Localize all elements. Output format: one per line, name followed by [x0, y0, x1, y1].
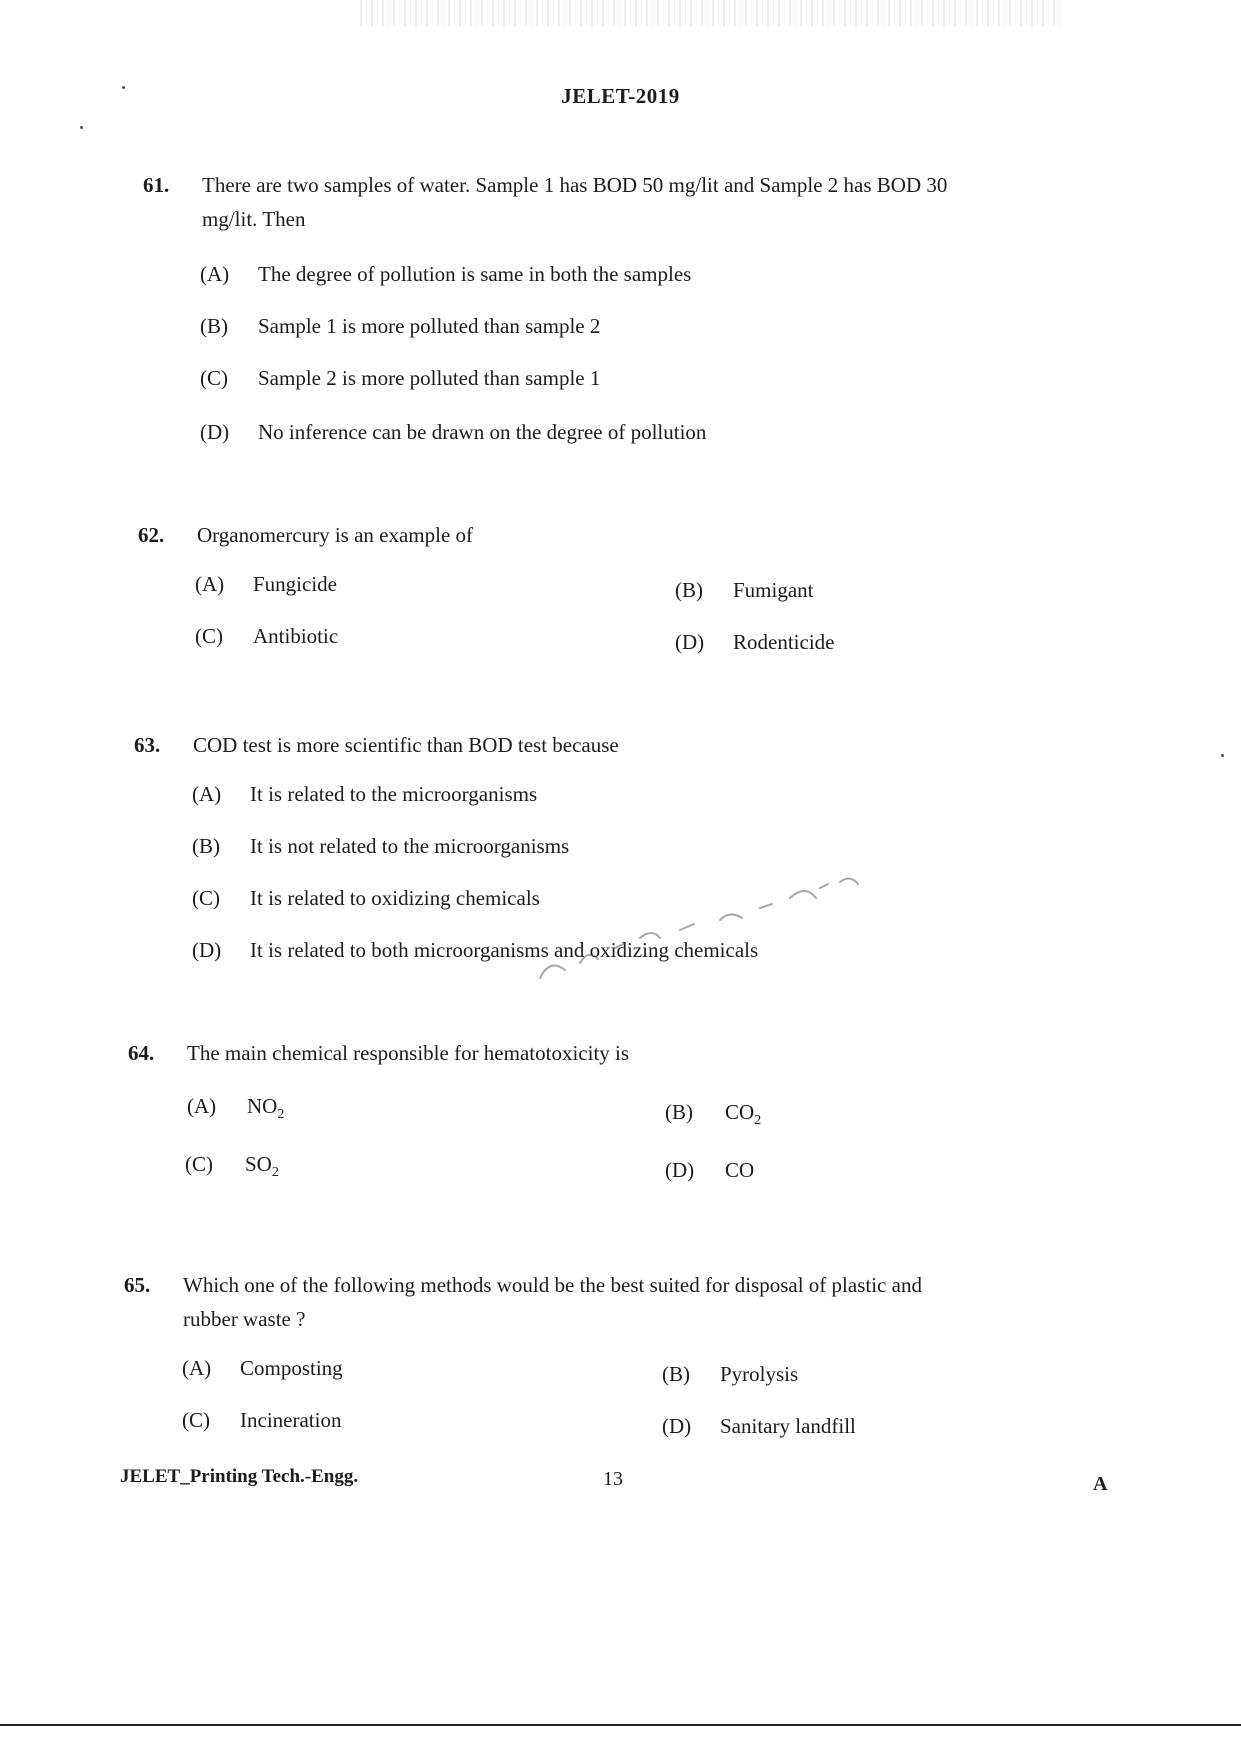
option-63-a[interactable] [192, 782, 537, 807]
option-62-b[interactable] [675, 578, 814, 603]
option-label: (B) [665, 1100, 693, 1124]
option-61-d[interactable] [200, 420, 706, 445]
option-64-c[interactable] [185, 1152, 279, 1181]
option-63-c[interactable] [192, 886, 540, 911]
option-62-c[interactable] [195, 624, 338, 649]
question-63 [134, 728, 1114, 764]
option-label: (C) [192, 886, 220, 910]
scan-noise-strip [360, 0, 1060, 26]
option-text: Composting [240, 1356, 343, 1380]
option-text: It is not related to the microorganisms [250, 834, 570, 858]
page-title: JELET-2019 [561, 84, 680, 108]
option-text: Pyrolysis [720, 1362, 799, 1386]
option-61-b[interactable] [200, 314, 600, 339]
option-65-c[interactable] [182, 1408, 341, 1433]
formula-base: NO [247, 1094, 278, 1118]
option-label: (D) [665, 1158, 695, 1182]
question-text: Organomercury is an example of [197, 523, 474, 547]
option-label: (C) [182, 1408, 210, 1432]
option-label: (A) [192, 782, 222, 806]
option-65-d[interactable] [662, 1414, 856, 1439]
option-64-a[interactable] [187, 1094, 284, 1123]
scan-speck [80, 126, 83, 129]
question-text-line: Which one of the following methods would be the best suited for disposal of plastic and [183, 1273, 922, 1297]
formula-subscript: 2 [271, 1165, 279, 1181]
question-61 [143, 168, 1123, 238]
footer-page-number: 13 [603, 1468, 623, 1490]
option-text: Antibiotic [253, 624, 339, 648]
option-62-d[interactable] [675, 630, 834, 655]
option-label: (C) [185, 1152, 213, 1176]
option-text: Fungicide [253, 572, 337, 596]
question-text-line: mg/lit. Then [202, 207, 306, 231]
option-text: Fumigant [733, 578, 814, 602]
option-text: No inference can be drawn on the degree of pollution [258, 420, 707, 444]
option-64-b[interactable] [665, 1100, 761, 1129]
option-label: (B) [662, 1362, 690, 1386]
option-63-b[interactable] [192, 834, 569, 859]
question-number: 64. [128, 1041, 155, 1065]
option-61-c[interactable] [200, 366, 600, 391]
option-text: It is related to oxidizing chemicals [250, 886, 540, 910]
option-65-b[interactable] [662, 1362, 798, 1387]
formula-base: SO [245, 1152, 272, 1176]
option-label: (C) [195, 624, 223, 648]
option-label: (D) [662, 1414, 692, 1438]
question-62 [138, 518, 1118, 554]
formula-base: CO [725, 1158, 755, 1182]
option-65-a[interactable] [182, 1356, 343, 1381]
question-65 [124, 1268, 1114, 1338]
bottom-rule [0, 1724, 1241, 1726]
option-label: (B) [675, 578, 703, 602]
option-62-a[interactable] [195, 572, 337, 597]
scan-speck [1221, 754, 1224, 757]
option-label: (B) [192, 834, 220, 858]
footer-set-code: A [1093, 1473, 1108, 1495]
question-number: 61. [143, 173, 170, 197]
option-text: Sample 2 is more polluted than sample 1 [258, 366, 601, 390]
option-text: Sample 1 is more polluted than sample 2 [258, 314, 601, 338]
option-label: (A) [200, 262, 230, 286]
option-label: (C) [200, 366, 228, 390]
option-text: It is related to both microorganisms and oxidizing chemicals [250, 938, 759, 962]
option-label: (A) [182, 1356, 212, 1380]
option-text: Rodenticide [733, 630, 835, 654]
question-text: The main chemical responsible for hematotoxicity is [187, 1041, 630, 1065]
question-text: COD test is more scientific than BOD test because [193, 733, 619, 757]
option-64-d[interactable] [665, 1158, 754, 1187]
formula-subscript: 2 [754, 1113, 762, 1129]
question-number: 62. [138, 523, 165, 547]
option-text: It is related to the microorganisms [250, 782, 538, 806]
question-text-line: There are two samples of water. Sample 1 has BOD 50 mg/lit and Sample 2 has BOD 30 [202, 173, 948, 197]
option-label: (A) [187, 1094, 217, 1118]
question-number: 65. [124, 1273, 151, 1297]
formula-subscript: 2 [277, 1107, 285, 1123]
option-text: The degree of pollution is same in both the samples [258, 262, 692, 286]
footer-paper-code: JELET_Printing Tech.-Engg. [120, 1466, 359, 1487]
option-label: (D) [192, 938, 222, 962]
question-64 [128, 1036, 1108, 1072]
option-text: Incineration [240, 1408, 342, 1432]
option-61-a[interactable] [200, 262, 691, 287]
formula-base: CO [725, 1100, 755, 1124]
option-label: (B) [200, 314, 228, 338]
option-label: (D) [675, 630, 705, 654]
option-label: (D) [200, 420, 230, 444]
option-label: (A) [195, 572, 225, 596]
option-text: Sanitary landfill [720, 1414, 856, 1438]
stamp-smudge [520, 868, 900, 998]
question-number: 63. [134, 733, 161, 757]
question-text-line: rubber waste ? [183, 1307, 306, 1331]
